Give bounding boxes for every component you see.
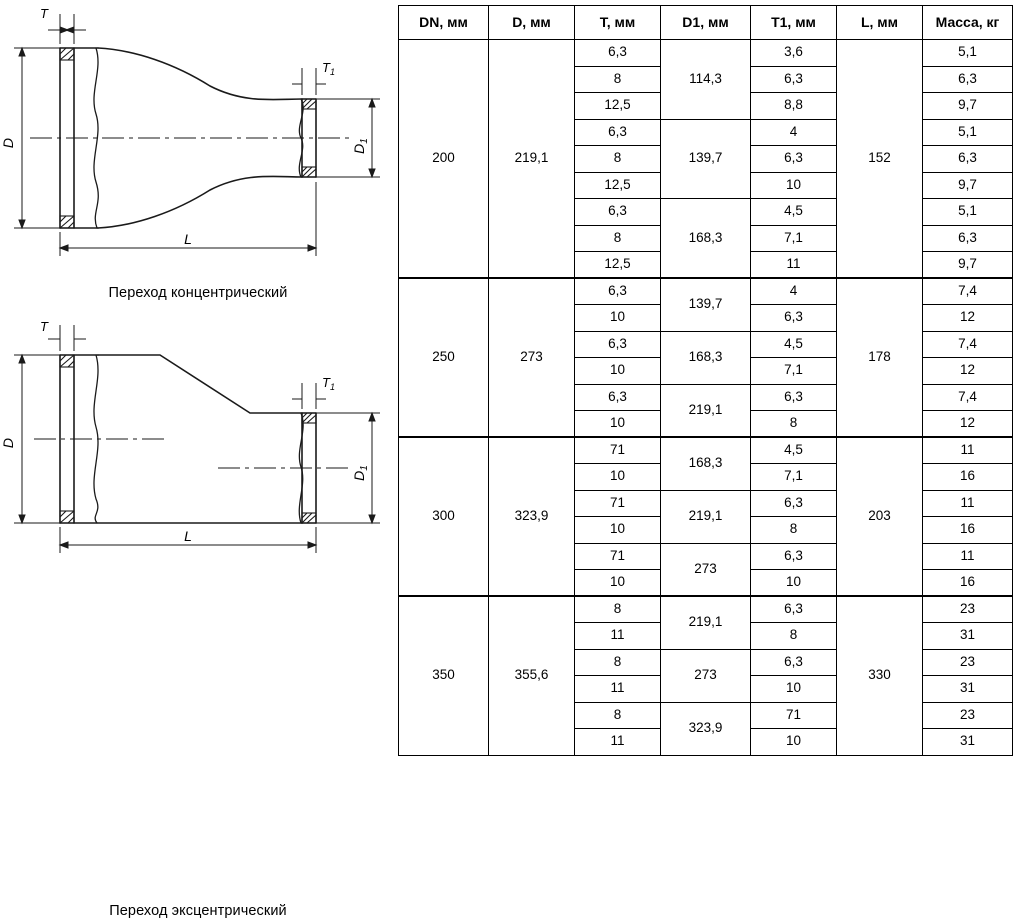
cell-t1: 8,8 [751,93,837,120]
cell-mass: 5,1 [923,119,1013,146]
table-row [399,40,1013,67]
cell-t: 6,3 [575,384,661,411]
cell-d1: 168,3 [661,199,751,279]
cell-t: 10 [575,358,661,385]
cell-t1: 6,3 [751,146,837,173]
cell-mass: 16 [923,517,1013,544]
cell-mass: 6,3 [923,225,1013,252]
th-d1: D1, мм [661,6,751,40]
cell-t: 6,3 [575,40,661,67]
cell-t1: 6,3 [751,490,837,517]
cell-t: 10 [575,411,661,438]
label-T: T [40,319,48,334]
th-d: D, мм [489,6,575,40]
cell-t1: 10 [751,172,837,199]
cell-t: 71 [575,543,661,570]
cell-t: 10 [575,305,661,332]
cell-mass: 11 [923,437,1013,464]
cell-dn: 300 [399,437,489,596]
specification-table-wrapper [398,5,1012,749]
concentric-reducer-drawing [0,0,396,285]
label-T: T [40,6,48,21]
cell-t: 71 [575,437,661,464]
label-D1: $D_1$ [351,138,370,154]
cell-d1: 323,9 [661,702,751,755]
cell-d1: 219,1 [661,596,751,649]
th-t: T, мм [575,6,661,40]
label-D: D [0,137,16,149]
table-row [399,437,1013,464]
table-row [399,596,1013,623]
table-header-row [399,6,1013,40]
cell-t: 11 [575,623,661,650]
cell-mass: 12 [923,358,1013,385]
table-body [399,40,1013,756]
cell-d1: 273 [661,649,751,702]
cell-l: 178 [837,278,923,437]
cell-mass: 16 [923,464,1013,491]
cell-t: 10 [575,517,661,544]
label-L: L [184,231,192,247]
cell-t1: 11 [751,252,837,279]
cell-mass: 7,4 [923,278,1013,305]
th-dn: DN, мм [399,6,489,40]
cell-t1: 4,5 [751,199,837,226]
cell-t1: 8 [751,517,837,544]
cell-t: 6,3 [575,199,661,226]
cell-t1: 6,3 [751,384,837,411]
cell-mass: 5,1 [923,199,1013,226]
cell-t: 12,5 [575,252,661,279]
cell-dn: 200 [399,40,489,279]
cell-mass: 7,4 [923,331,1013,358]
cell-mass: 31 [923,623,1013,650]
figure-caption-concentric: Переход концентрический [108,285,288,301]
cell-t1: 4,5 [751,331,837,358]
cell-d1: 168,3 [661,331,751,384]
cell-t1: 7,1 [751,225,837,252]
cell-t1: 4,5 [751,437,837,464]
cell-t1: 3,6 [751,40,837,67]
th-mass: Масса, кг [923,6,1013,40]
cell-mass: 5,1 [923,40,1013,67]
cell-mass: 23 [923,596,1013,623]
th-t1: T1, мм [751,6,837,40]
cell-t: 6,3 [575,331,661,358]
cell-t: 11 [575,676,661,703]
cell-t1: 4 [751,278,837,305]
label-D1: $D_1$ [351,465,370,481]
specification-table [398,5,1013,756]
figure-caption-eccentric: Переход эксцентрический [109,903,287,919]
cell-t1: 6,3 [751,596,837,623]
label-T1: $T_1$ [322,375,335,392]
figure-eccentric-reducer [0,319,396,919]
cell-l: 330 [837,596,923,755]
cell-t: 71 [575,490,661,517]
cell-t: 6,3 [575,119,661,146]
cell-mass: 7,4 [923,384,1013,411]
eccentric-reducer-drawing [0,319,396,585]
cell-mass: 12 [923,305,1013,332]
cell-dn: 250 [399,278,489,437]
cell-t1: 6,3 [751,305,837,332]
cell-mass: 6,3 [923,146,1013,173]
cell-t: 12,5 [575,172,661,199]
cell-mass: 23 [923,649,1013,676]
cell-dn: 350 [399,596,489,755]
cell-t: 6,3 [575,278,661,305]
cell-t: 10 [575,464,661,491]
cell-t1: 6,3 [751,66,837,93]
cell-l: 152 [837,40,923,279]
cell-mass: 31 [923,729,1013,756]
cell-t1: 10 [751,676,837,703]
cell-mass: 11 [923,543,1013,570]
cell-t1: 7,1 [751,358,837,385]
cell-d1: 139,7 [661,119,751,199]
cell-d1: 273 [661,543,751,596]
cell-t1: 8 [751,623,837,650]
cell-d1: 139,7 [661,278,751,331]
cell-t: 8 [575,66,661,93]
cell-mass: 9,7 [923,172,1013,199]
label-T1: $T_1$ [322,60,335,77]
cell-d1: 219,1 [661,384,751,437]
cell-t: 8 [575,649,661,676]
drawings-panel [0,0,396,919]
cell-t: 12,5 [575,93,661,120]
cell-t: 11 [575,729,661,756]
cell-mass: 6,3 [923,66,1013,93]
th-l: L, мм [837,6,923,40]
cell-mass: 12 [923,411,1013,438]
cell-t1: 8 [751,411,837,438]
cell-t1: 10 [751,729,837,756]
cell-mass: 31 [923,676,1013,703]
cell-t: 8 [575,596,661,623]
cell-mass: 11 [923,490,1013,517]
cell-t: 10 [575,570,661,597]
cell-t1: 6,3 [751,543,837,570]
cell-d: 273 [489,278,575,437]
cell-t: 8 [575,225,661,252]
cell-d1: 168,3 [661,437,751,490]
cell-l: 203 [837,437,923,596]
cell-d: 219,1 [489,40,575,279]
cell-d1: 114,3 [661,40,751,120]
cell-mass: 23 [923,702,1013,729]
table-row [399,278,1013,305]
cell-t: 8 [575,702,661,729]
cell-t1: 6,3 [751,649,837,676]
label-D: D [0,437,16,449]
figure-concentric-reducer [0,0,396,320]
cell-t1: 7,1 [751,464,837,491]
cell-d: 355,6 [489,596,575,755]
cell-t1: 10 [751,570,837,597]
cell-mass: 16 [923,570,1013,597]
cell-mass: 9,7 [923,93,1013,120]
cell-d: 323,9 [489,437,575,596]
cell-t: 8 [575,146,661,173]
cell-mass: 9,7 [923,252,1013,279]
cell-t1: 4 [751,119,837,146]
label-L: L [184,528,192,544]
cell-t1: 71 [751,702,837,729]
cell-d1: 219,1 [661,490,751,543]
